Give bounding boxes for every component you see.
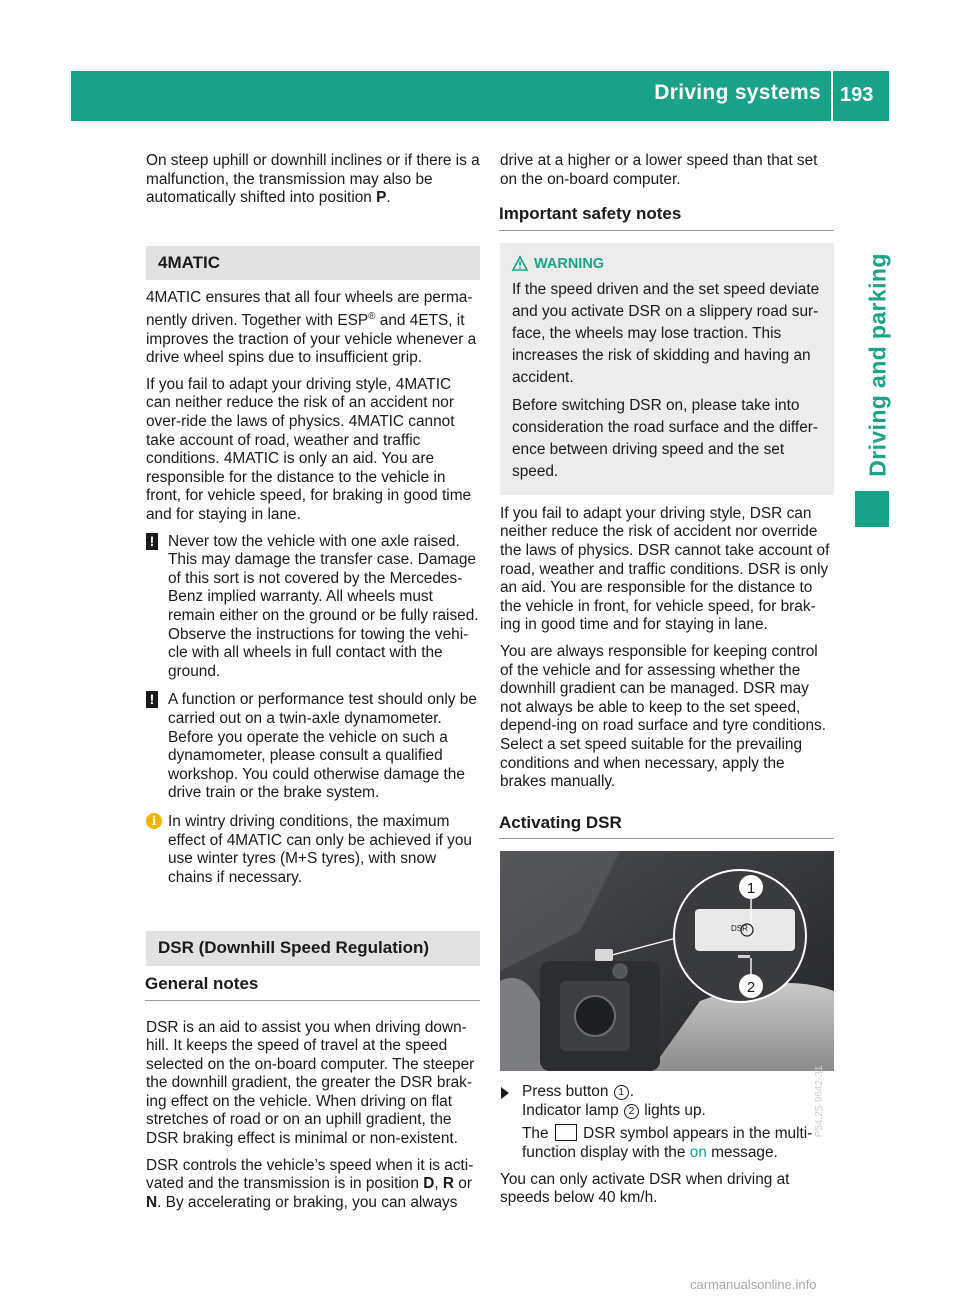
callout-1: 1	[746, 880, 756, 898]
chapter-tab	[858, 240, 898, 490]
header-divider	[831, 71, 833, 121]
figure-dsr-label: DSR	[731, 924, 748, 934]
info-icon: i	[146, 813, 162, 829]
warning-text: If the speed driven and the set speed deviate and you activate DSR on a slippery road sur-face, the wheels may lose traction. This increases the risk of skidding and having an accident.	[512, 280, 820, 386]
left-column	[146, 152, 480, 1220]
paragraph-dsr-control: DSR controls the vehicle’s speed when it is acti-vated and the transmission is in position D, R or N. By accelerating or braking, you can always	[146, 1156, 474, 1211]
warning-label: WARNING	[534, 255, 605, 272]
step-arrow-icon	[501, 1087, 509, 1099]
intro-paragraph: On steep uphill or downhill inclines or if there is a malfunction, the transmission may also be automatically shifted into position P.	[146, 152, 480, 207]
dsr-symbol-icon	[555, 1124, 577, 1141]
chapter-tab-label: Driving and parking	[864, 253, 891, 477]
paragraph-dsr-responsibility: You are always responsible for keeping control of the vehicle and for assessing whether the downhill gradient can be managed. DSR may not always be able to keep to the set speed, depend-ing on road surface and tyre conditions. Select a set speed suitable for the prevailing conditions and when necessary, apply the brakes manually.	[500, 642, 826, 791]
paragraph-speed-limit: You can only activate DSR when driving at speeds below 40 km/h.	[500, 1170, 790, 1207]
caution-note: ! A function or performance test should only be carried out on a twin-axle dynamometer. Before you operate the vehicle on such a dynamometer, please consult a qualified workshop. You could otherwise damage the drive train or the brake system.	[146, 691, 480, 803]
callout-2: 2	[746, 979, 756, 997]
callout-ref-1: 1	[614, 1085, 629, 1100]
instruction-step: Press button 1 . Indicator lamp 2 lights up. The DSR symbol appears in the multi-function display with the on message.	[500, 1083, 834, 1162]
right-column	[500, 152, 834, 1216]
chapter-marker	[855, 491, 889, 527]
watermark: carmanualsonline.info	[690, 1277, 817, 1292]
warning-text: Before switching DSR on, please take into consideration the road surface and the differ-ence between driving speed and the set speed.	[512, 396, 819, 480]
paragraph-4matic-intro: 4MATIC ensures that all four wheels are perma-nently driven. Together with ESP® and 4ETS, it improves the traction of your vehicle whenever a drive wheel spins due to insufficient grip.	[146, 289, 477, 367]
warning-box	[500, 243, 834, 495]
page-number: 193	[840, 84, 874, 106]
paragraph-dsr-risk: If you fail to adapt your driving style, DSR can neither reduce the risk of accident nor override the laws of physics. DSR cannot take account of road, weather and traffic conditions. DSR is only an aid. You are responsible for the distance to the vehicle in front, for vehicle speed, for brak-ing in good time and for staying in lane.	[500, 504, 830, 634]
paragraph-dsr-intro: DSR is an aid to assist you when driving down-hill. It keeps the speed of travel at the speed selected on the on-board computer. The steeper the downhill gradient, the greater the DSR brak-ing effect on the vehicle. When driving on flat stretches of road or on an uphill gradient, the DSR braking effect is minimal or non-existent.	[146, 1018, 475, 1148]
caution-note: ! Never tow the vehicle with one axle raised. This may damage the transfer case. Damage of this sort is not covered by the Mercedes-Benz implied warranty. All wheels must remain either on the ground or be fully raised. Observe the instructions for towing the vehi-cle with all wheels in full contact with the ground.	[146, 533, 480, 682]
figure-code: P54.25-9642-31	[814, 1065, 826, 1138]
section-heading-dsr: DSR (Downhill Speed Regulation)	[146, 931, 480, 966]
subheading-safety-notes: Important safety notes	[499, 205, 834, 231]
section-heading-4matic: 4MATIC	[146, 246, 480, 281]
callout-ref-2: 2	[624, 1104, 639, 1119]
console-illustration	[500, 851, 834, 1071]
paragraph-4matic-risk: If you fail to adapt your driving style, 4MATIC can neither reduce the risk of an accident nor over-ride the laws of physics. 4MATIC cannot take account of road, weather and traffic conditions. 4MATIC is only an aid. You are responsible for the distance to the vehicle in front, for vehicle speed, for braking in good time and for staying in lane.	[146, 375, 472, 524]
info-note: i In wintry driving conditions, the maximum effect of 4MATIC can only be achieved if you use winter tyres (M+S tyres), with snow chains if necessary.	[146, 813, 480, 887]
warning-triangle-icon	[512, 256, 528, 271]
subheading-activating-dsr: Activating DSR	[499, 814, 834, 840]
exclamation-icon: !	[146, 691, 158, 708]
subheading-general-notes: General notes	[145, 975, 480, 1001]
section-title: Driving systems	[654, 81, 821, 104]
exclamation-icon: !	[146, 533, 158, 550]
paragraph-continued: drive at a higher or a lower speed than that set on the on-board computer.	[500, 152, 818, 188]
on-message: on	[689, 1144, 707, 1162]
